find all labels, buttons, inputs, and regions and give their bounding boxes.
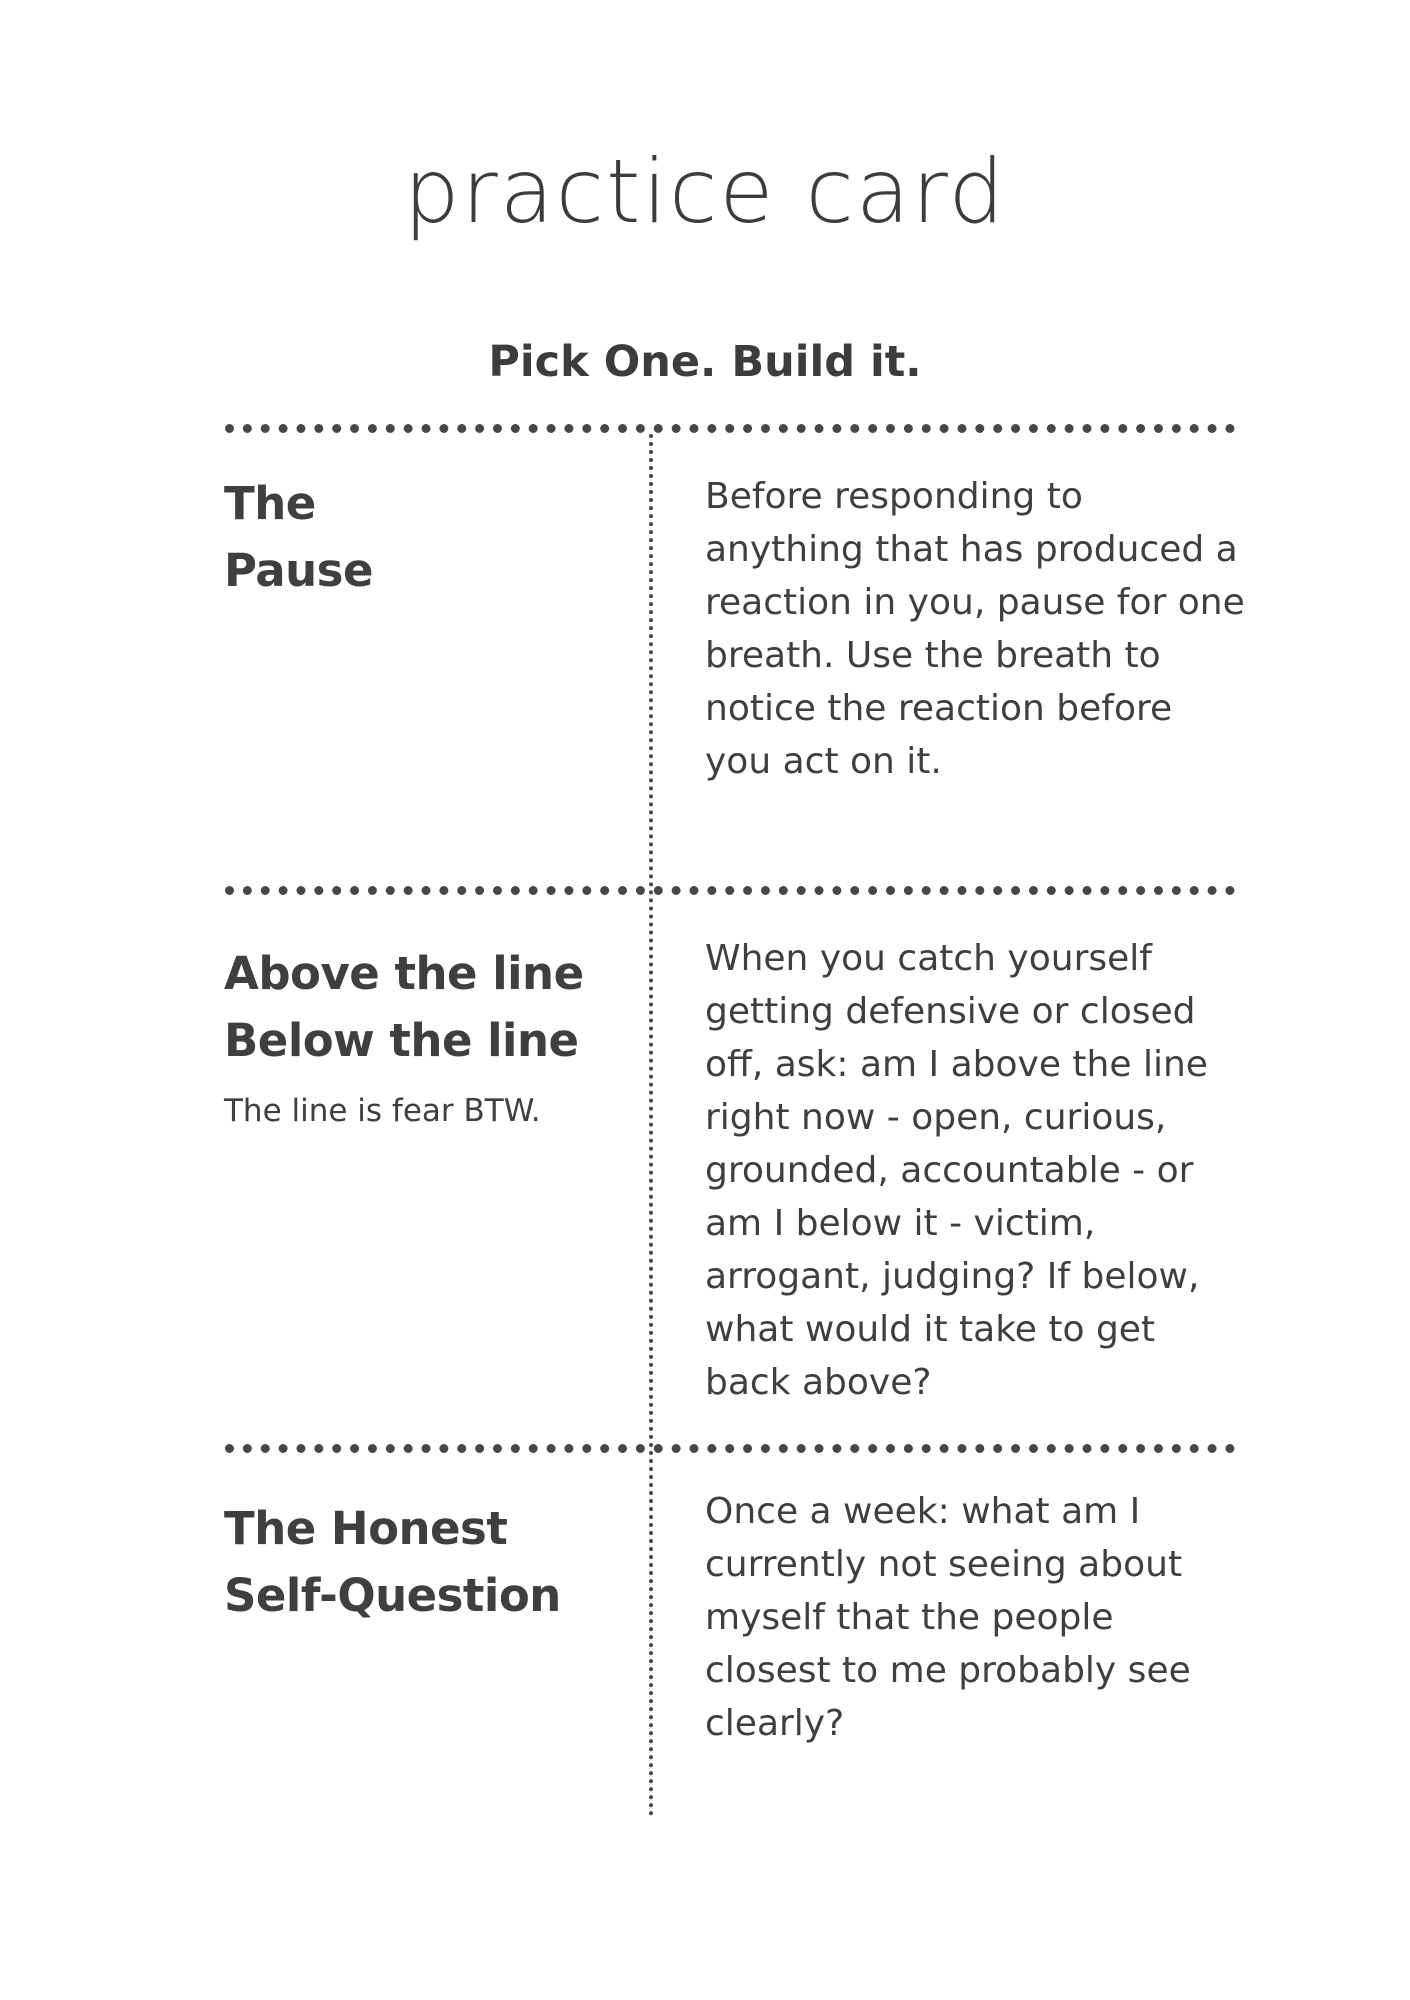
- divider-row-1: [225, 886, 1235, 895]
- practice-heading-above-below-line: Above the line Below the line: [224, 947, 584, 1067]
- practice-note-above-below-line: The line is fear BTW.: [224, 1093, 541, 1129]
- practice-body-pause: Before responding to anything that has produced a reaction in you, pause for one breath. Use the breath to notice the reaction before you act on it.: [705, 476, 1245, 782]
- practice-body-above-below-line: When you catch yourself getting defensive or closed off, ask: am I above the line right now - open, curious, grounded, accountable - or am I below it - victim, arrogant, judging? If below, what would it take to get back above?: [705, 938, 1208, 1403]
- column-divider: [649, 434, 653, 1817]
- divider-top: [225, 424, 1235, 433]
- practice-heading-pause: The Pause: [224, 477, 373, 597]
- practice-heading-honest-self-question: The Honest Self-Question: [224, 1502, 561, 1622]
- page-subtitle: Pick One. Build it.: [488, 337, 922, 387]
- page-title: practice card: [403, 140, 1007, 243]
- divider-row-2: [225, 1444, 1235, 1453]
- practice-body-honest-self-question: Once a week: what am I currently not seeing about myself that the people closest to me probably see clearly?: [705, 1491, 1191, 1744]
